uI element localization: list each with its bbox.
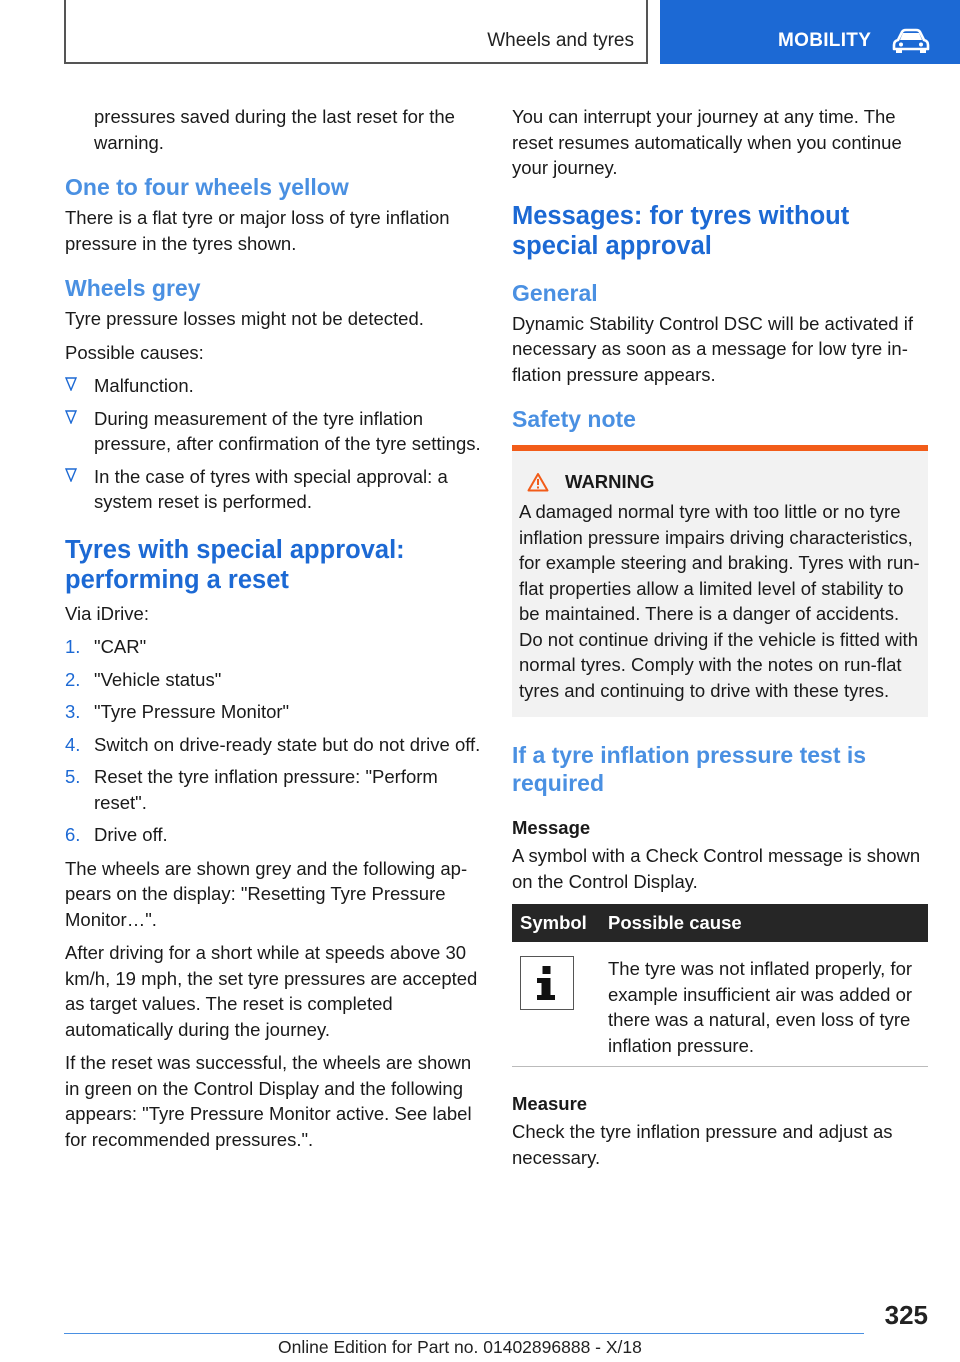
table-cell-symbol	[512, 942, 600, 1067]
table-cell-cause: The tyre was not inflated properly, for example insufficient air was added or there was a natural, even loss of tyre inflation pressure.	[600, 942, 928, 1067]
list-item: During measurement of the tyre inflation pressure, after confirmation of the tyre settings.	[65, 406, 483, 457]
measure-text: Check the tyre inflation pressure and adjust as necessary.	[512, 1121, 893, 1168]
general-text: Dynamic Stability Control DSC will be activated if necessary as soon as a message for low tyre inflation pressure appears.	[512, 312, 913, 385]
list-item: In the case of tyres with special approval: a system reset is performed.	[65, 464, 483, 515]
footer-edition: Online Edition for Part no. 01402896888 - X/18	[278, 1337, 642, 1357]
table-header-cause: Possible cause	[600, 904, 928, 942]
footer-divider	[64, 1333, 864, 1334]
list-item: 4. Switch on drive-ready state but do not drive off.	[65, 733, 481, 755]
heading-grey-wheels: Wheels grey	[65, 275, 201, 301]
heading-messages: Messages: for tyres without special approval	[512, 201, 850, 260]
yellow-text: There is a flat tyre or major loss of tyre inflation pressure in the tyres shown.	[65, 207, 450, 254]
list-item: 2. "Vehicle status"	[65, 668, 222, 690]
list-item: 1. "CAR"	[65, 636, 147, 657]
left-column	[65, 104, 483, 1160]
table-header-row	[512, 904, 928, 942]
header-section-title: Wheels and tyres	[487, 30, 634, 51]
warning-box	[512, 445, 928, 717]
via-idrive: Via iDrive:	[65, 602, 149, 624]
table-header-symbol: Symbol	[512, 904, 600, 942]
heading-safety-note: Safety note	[512, 406, 636, 432]
intro-text: pressures saved during the last reset for the warning.	[94, 106, 455, 153]
warning-header	[519, 471, 920, 493]
list-item: 5. Reset the tyre inflation pressure: "Perform reset".	[65, 766, 438, 813]
causes-label: Possible causes:	[65, 341, 204, 363]
causes-list	[65, 373, 483, 515]
header-chapter-box	[660, 0, 960, 64]
grey-text: Tyre pressure losses might not be detected.	[65, 308, 424, 329]
interrupt-text: You can interrupt your journey at any time. The reset resumes automatically when you continue your journey.	[512, 106, 902, 178]
steps-list	[65, 634, 483, 848]
warning-triangle-icon	[527, 472, 549, 492]
symbol-table	[512, 904, 928, 1067]
paragraph-driving: After driving for a short while at speeds above 30 km/h, 19 mph, the set tyre pressures are accepted as target values. The reset is completed automatically during the journey.	[65, 942, 478, 1040]
list-item: Malfunction.	[65, 373, 483, 399]
right-column	[512, 104, 928, 1178]
paragraph-display: The wheels are shown grey and the following appears on the display: "Resetting Tyre Pressure Monitor…".	[65, 857, 468, 930]
heading-reset: Tyres with special approval: performing a reset	[65, 535, 405, 594]
header-chapter-title: MOBILITY	[778, 30, 872, 51]
list-item: 3. "Tyre Pressure Monitor"	[65, 701, 290, 722]
triangle-bullet-icon	[65, 377, 77, 391]
warning-title: WARNING	[565, 471, 655, 492]
header-section-box	[64, 0, 648, 64]
message-label: Message	[512, 817, 591, 838]
heading-pressure-test: If a tyre inflation pressure test is required	[512, 742, 867, 796]
car-icon	[892, 28, 930, 54]
paragraph-success: If the reset was successful, the wheels are shown in green on the Control Display and the following appears: "Tyre Pressure Monitor active. See label for recommended pressures.".	[65, 1052, 472, 1150]
measure-label: Measure	[512, 1093, 588, 1114]
heading-yellow-wheels: One to four wheels yellow	[65, 174, 349, 200]
heading-general: General	[512, 279, 598, 306]
triangle-bullet-icon	[65, 410, 77, 424]
triangle-bullet-icon	[65, 468, 77, 482]
info-icon	[520, 956, 574, 1010]
list-item: 6. Drive off.	[65, 824, 168, 845]
page-number: 325	[884, 1300, 928, 1330]
warning-text: A damaged normal tyre with too little or no tyre inflation pressure impairs driving characteristics, for example steering and braking. Tyres with run-flat properties allow a limited level of stability to be maintained. There is a danger of accidents. Do not continue driving if the vehicle is fitted with normal tyres. Comply with the notes on run-flat tyres and continuing to drive with these tyres.	[519, 501, 920, 701]
table-row	[512, 942, 928, 1067]
message-text: A symbol with a Check Control message is shown on the Control Display.	[512, 845, 921, 892]
